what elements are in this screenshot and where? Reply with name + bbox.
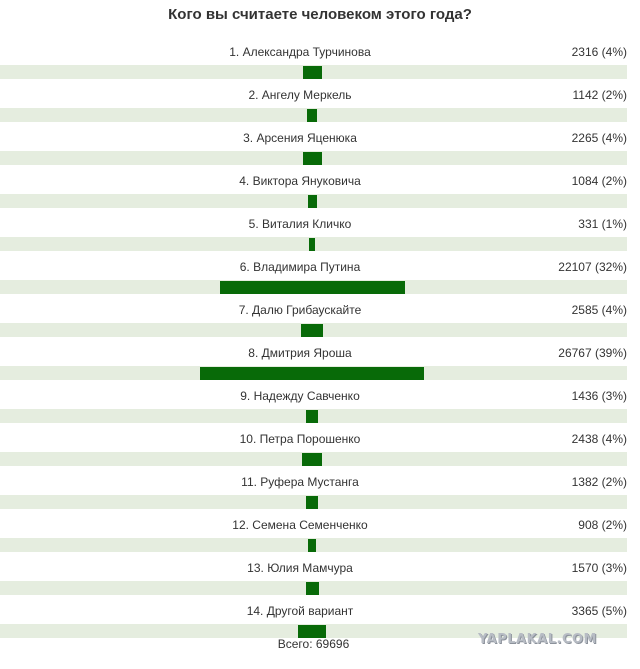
- vote-bar: [301, 324, 323, 337]
- option-label: 4. Виктора Януковича: [239, 174, 361, 188]
- bar-track: [0, 151, 627, 165]
- bar-track: [0, 495, 627, 509]
- vote-bar: [303, 152, 322, 165]
- bar-track: [0, 65, 627, 79]
- bar-track: [0, 323, 627, 337]
- bar-track: [0, 108, 627, 122]
- bar-track: [0, 409, 627, 423]
- bar-track: [0, 366, 627, 380]
- poll-row: [0, 36, 640, 79]
- poll-row: [0, 380, 640, 423]
- vote-bar: [302, 453, 322, 466]
- poll-row: [0, 552, 640, 595]
- vote-count: 1436 (3%): [571, 389, 627, 403]
- vote-count: 1382 (2%): [571, 475, 627, 489]
- bar-track: [0, 581, 627, 595]
- vote-count: 22107 (32%): [558, 260, 627, 274]
- poll-row: [0, 251, 640, 294]
- bar-track: [0, 194, 627, 208]
- option-label: 2. Ангелу Меркель: [248, 88, 352, 102]
- vote-bar: [307, 109, 317, 122]
- option-label: 1. Александра Турчинова: [229, 45, 371, 59]
- vote-count: 1084 (2%): [571, 174, 627, 188]
- option-label: 12. Семена Семенченко: [232, 518, 368, 532]
- bar-track: [0, 452, 627, 466]
- vote-count: 2316 (4%): [571, 45, 627, 59]
- vote-count: 2438 (4%): [571, 432, 627, 446]
- vote-bar: [309, 238, 315, 251]
- vote-count: 1570 (3%): [571, 561, 627, 575]
- option-label: 10. Петра Порошенко: [239, 432, 361, 446]
- vote-bar: [308, 195, 317, 208]
- vote-bar: [308, 539, 316, 552]
- vote-bar: [306, 410, 318, 423]
- vote-bar: [303, 66, 322, 79]
- bar-track: [0, 538, 627, 552]
- poll-row: [0, 466, 640, 509]
- poll-row: [0, 294, 640, 337]
- poll-row: [0, 423, 640, 466]
- poll-row: [0, 337, 640, 380]
- vote-bar: [306, 496, 318, 509]
- option-label: 8. Дмитрия Яроша: [248, 346, 352, 360]
- option-label: 9. Надежду Савченко: [240, 389, 360, 403]
- bar-track: [0, 237, 627, 251]
- option-label: 11. Руфера Мустанга: [241, 475, 359, 489]
- vote-count: 331 (1%): [578, 217, 627, 231]
- poll-total: Всего: 69696: [277, 637, 350, 651]
- vote-count: 26767 (39%): [558, 346, 627, 360]
- option-label: 14. Другой вариант: [246, 604, 354, 618]
- poll-row: [0, 122, 640, 165]
- vote-count: 1142 (2%): [572, 88, 627, 102]
- option-label: 13. Юлия Мамчура: [247, 561, 353, 575]
- poll-row: [0, 509, 640, 552]
- vote-bar: [306, 582, 319, 595]
- vote-count: 3365 (5%): [571, 604, 627, 618]
- vote-count: 2585 (4%): [571, 303, 627, 317]
- option-label: 7. Далю Грибаускайте: [238, 303, 362, 317]
- option-label: 5. Виталия Кличко: [248, 217, 352, 231]
- vote-bar: [220, 281, 405, 294]
- poll-results: [0, 36, 640, 638]
- vote-bar: [200, 367, 424, 380]
- poll-title: Кого вы считаете человеком этого года?: [168, 6, 472, 23]
- option-label: 3. Арсения Яценюка: [243, 131, 357, 145]
- bar-track: [0, 280, 627, 294]
- poll-row: [0, 79, 640, 122]
- poll-row: [0, 208, 640, 251]
- vote-count: 908 (2%): [578, 518, 627, 532]
- poll-row: [0, 165, 640, 208]
- watermark-logo: YAPLAKAL.COM: [478, 632, 597, 647]
- vote-count: 2265 (4%): [571, 131, 627, 145]
- option-label: 6. Владимира Путина: [239, 260, 361, 274]
